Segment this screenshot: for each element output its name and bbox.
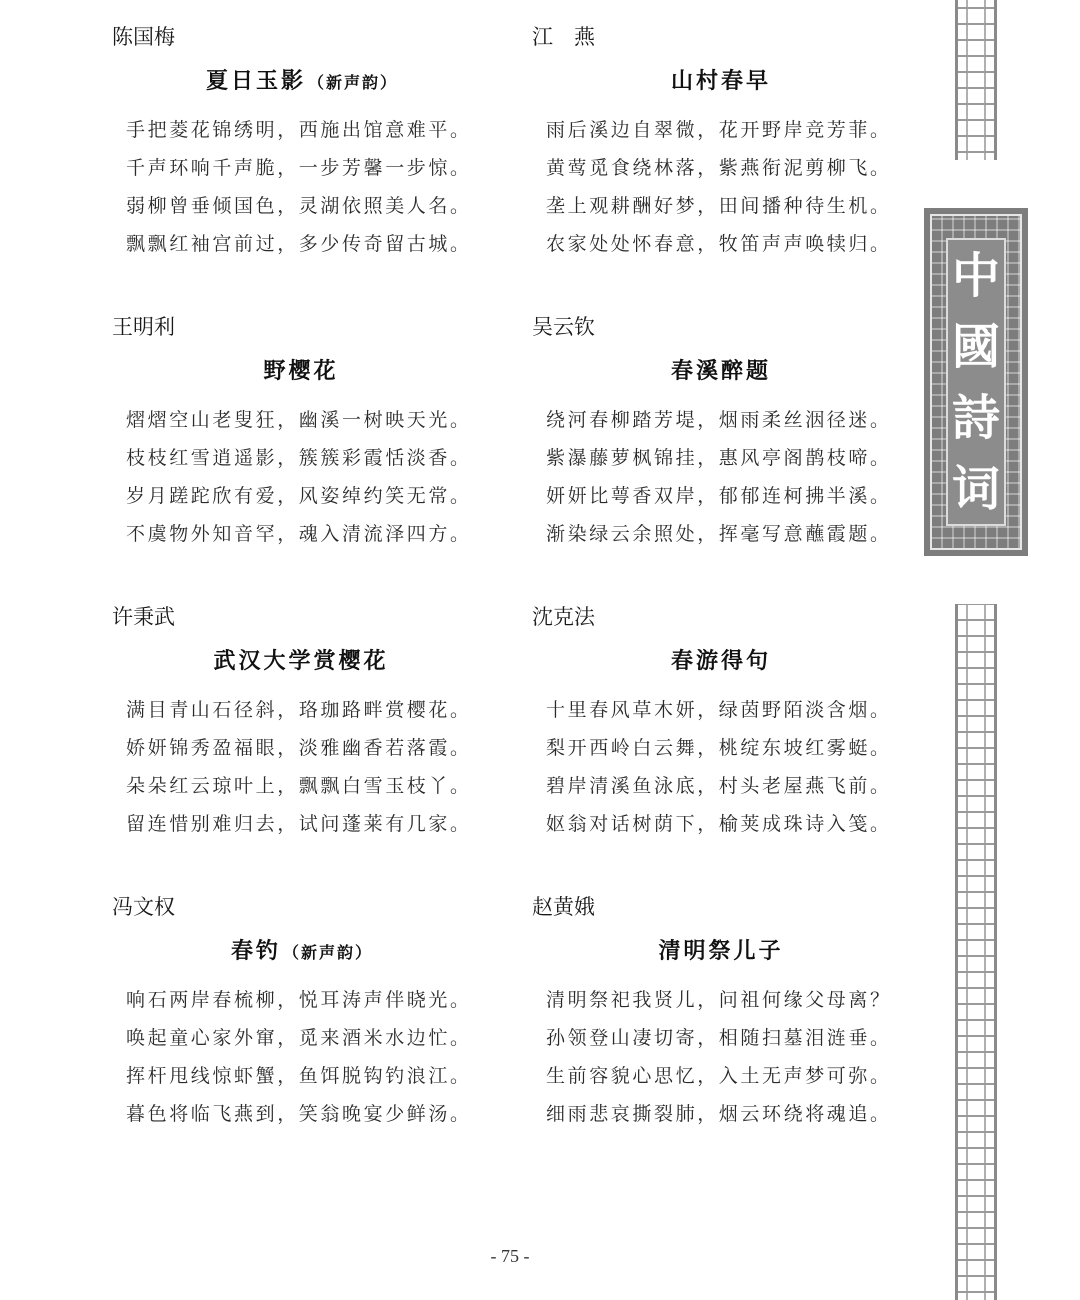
poem-lines [532,111,912,263]
poem-author: 许秉武 [112,605,175,629]
poem-lines [532,401,912,553]
poem-line: 清明祭祀我贤儿，问祖何缘父母离？ [546,989,892,1011]
lattice-border-bottom [955,604,997,1300]
poem-block [532,22,912,263]
poem-title [112,645,492,679]
poem-line: 黄莺觅食绕林落，紫燕衔泥剪柳飞。 [546,157,892,179]
poem-line: 紫瀑藤萝枫锦挂，惠风亭阁鹊枝啼。 [546,447,892,469]
poem-line: 十里春风草木妍，绿茵野陌淡含烟。 [546,699,892,721]
poem-lines [112,111,492,263]
poem-author: 江 燕 [532,25,595,49]
poem-line: 垄上观耕酬好梦，田间播种待生机。 [546,195,892,217]
poem-line: 千声环响千声脆，一步芳馨一步惊。 [126,157,472,179]
poem-title [112,65,492,99]
poem-line: 绕河春柳踏芳堤，烟雨柔丝洇径迷。 [546,409,892,431]
poem-line: 细雨悲哀撕裂肺，烟云环绕将魂追。 [546,1103,892,1125]
poem-line: 熠熠空山老叟狂，幽溪一树映天光。 [126,409,472,431]
poem-line: 朵朵红云琼叶上，飘飘白雪玉枝丫。 [126,775,472,797]
page-number: - 75 - [490,1246,530,1266]
poem-lines [112,981,492,1133]
poem-title-text: 山村春早 [670,69,771,94]
poem-block [112,312,492,553]
poem-line: 孙领登山凄切寄，相随扫墓泪涟垂。 [546,1027,892,1049]
poem-lines [532,981,912,1133]
poem-title [532,645,912,679]
side-title-badge [924,208,1028,556]
badge-char: 詩 [951,389,1000,446]
badge-panel [946,238,1006,526]
poem-title-note: （新声韵） [308,73,399,92]
badge-char: 國 [951,318,1000,375]
poem-title [532,65,912,99]
poem-title [532,355,912,389]
poem-line: 枝枝红雪逍遥影，簇簇彩霞恬淡香。 [126,447,472,469]
poem-title-text: 清明祭儿子 [658,939,784,964]
poem-line: 农家处处怀春意，牧笛声声唤犊归。 [546,233,892,255]
poem-title [112,355,492,389]
poem-title-text: 春游得句 [670,649,771,674]
poem-title [112,935,492,969]
badge-char: 词 [951,460,1000,517]
poem-title-text: 武汉大学赏樱花 [213,649,389,674]
poem-line: 满目青山石径斜，珞珈路畔赏樱花。 [126,699,472,721]
poem-line: 雨后溪边自翠微，花开野岸竞芳菲。 [546,119,892,141]
poem-title-note: （新声韵） [283,943,374,962]
poem-line: 弱柳曾垂倾国色，灵湖依照美人名。 [126,195,472,217]
poem-line: 妍妍比萼香双岸，郁郁连柯拂半溪。 [546,485,892,507]
poem-lines [532,691,912,843]
poem-line: 手把菱花锦绣明，西施出馆意难平。 [126,119,472,141]
poem-line: 梨开西岭白云舞，桃绽东坡红雾蜓。 [546,737,892,759]
poem-block [112,892,492,1133]
poem-author: 王明利 [112,315,175,339]
poem-author: 吴云钦 [532,315,595,339]
lattice-border-top [955,0,997,160]
poem-lines [112,401,492,553]
poem-author: 沈克法 [532,605,595,629]
poem-title-text: 春溪醉题 [670,359,771,384]
poem-line: 妪翁对话树荫下，榆荚成珠诗入笺。 [546,813,892,835]
poem-title-text: 夏日玉影 [205,69,306,94]
poem-block [112,22,492,263]
poem-author: 冯文权 [112,895,175,919]
poem-line: 暮色将临飞燕到，笑翁晚宴少鲜汤。 [126,1103,472,1125]
poem-author: 赵黄娥 [532,895,595,919]
poem-lines [112,691,492,843]
poem-line: 岁月蹉跎欣有爱，风姿绰约笑无常。 [126,485,472,507]
poem-block [532,892,912,1133]
poem-line: 生前容貌心思忆，入土无声梦可弥。 [546,1065,892,1087]
poem-line: 碧岸清溪鱼泳底，村头老屋燕飞前。 [546,775,892,797]
poem-line: 飘飘红袖宫前过，多少传奇留古城。 [126,233,472,255]
badge-char: 中 [951,247,1000,304]
poem-line: 响石两岸春梳柳，悦耳涛声伴晓光。 [126,989,472,1011]
poem-block [532,602,912,843]
poem-title-text: 春钓 [230,939,281,964]
poem-block [532,312,912,553]
poem-line: 不虞物外知音罕，魂入清流泽四方。 [126,523,472,545]
poem-line: 渐染绿云余照处，挥毫写意蘸霞题。 [546,523,892,545]
badge-lattice-frame [930,214,1022,550]
poem-line: 娇妍锦秀盈福眼，淡雅幽香若落霞。 [126,737,472,759]
poem-block [112,602,492,843]
poem-line: 唤起童心家外窜，觅来酒米水边忙。 [126,1027,472,1049]
poem-author: 陈国梅 [112,25,175,49]
poem-title [532,935,912,969]
poem-line: 留连惜别难归去，试问蓬莱有几家。 [126,813,472,835]
poem-title-text: 野樱花 [263,359,339,384]
poem-line: 挥杆甩线惊虾蟹，鱼饵脱钩钓浪江。 [126,1065,472,1087]
